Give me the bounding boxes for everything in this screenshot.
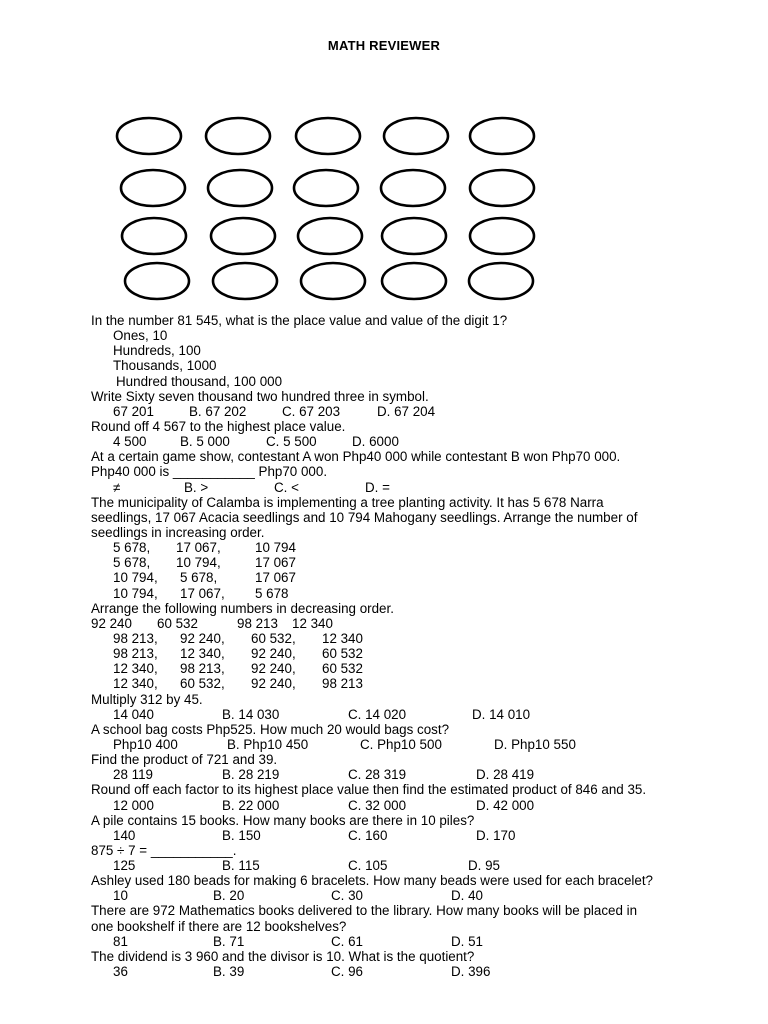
text-segment: 875 ÷ 7 = ___________. <box>91 842 237 858</box>
text-segment: C. 14 020 <box>348 706 407 722</box>
text-segment: 60 532 <box>322 661 363 677</box>
text-segment: B. 22 000 <box>222 797 280 813</box>
text-line <box>91 404 751 419</box>
text-line <box>91 328 751 343</box>
text-line <box>91 873 751 888</box>
text-segment: D. 14 010 <box>472 706 531 722</box>
text-segment: C. Php10 500 <box>360 736 442 752</box>
text-segment: 36 <box>113 964 128 980</box>
text-segment: 10 794, <box>113 585 158 601</box>
text-line <box>91 374 751 389</box>
text-segment: Thousands, 1000 <box>113 358 217 374</box>
text-segment: C. 67 203 <box>282 403 341 419</box>
text-segment: Write Sixty seven thousand two hundred three in symbol. <box>91 388 429 404</box>
text-segment: C. 96 <box>331 964 364 980</box>
text-segment: Round off 4 567 to the highest place value. <box>91 418 346 434</box>
text-segment: 67 201 <box>113 403 154 419</box>
oval-shape <box>381 170 445 206</box>
text-segment: Ones, 10 <box>113 328 168 344</box>
text-segment: 12 000 <box>113 797 154 813</box>
text-segment: 5 678, <box>113 555 151 571</box>
text-line <box>91 858 751 873</box>
text-segment: D. 67 204 <box>377 403 436 419</box>
text-segment: 17 067 <box>255 570 296 586</box>
text-segment: 125 <box>113 858 136 874</box>
text-segment: 92 240 <box>91 615 132 631</box>
text-segment: one bookshelf if there are 12 bookshelves? <box>91 918 347 934</box>
text-segment: B. 115 <box>222 858 260 874</box>
text-line <box>91 646 751 661</box>
text-line <box>91 570 751 585</box>
oval-shape <box>384 118 448 154</box>
text-line <box>91 934 751 949</box>
oval-shape <box>470 218 534 254</box>
oval-shape <box>208 170 272 206</box>
text-line <box>91 782 751 797</box>
text-line <box>91 540 751 555</box>
text-segment: D. 170 <box>476 827 516 843</box>
text-segment: D. 51 <box>451 933 484 949</box>
text-line <box>91 449 751 464</box>
text-segment: The municipality of Calamba is implementing a tree planting activity. It has 5 678 Narra <box>91 494 604 510</box>
text-segment: B. 71 <box>213 933 245 949</box>
text-line <box>91 601 751 616</box>
text-line <box>91 949 751 964</box>
text-segment: B. Php10 450 <box>227 736 309 752</box>
text-segment: 98 213 <box>237 615 278 631</box>
text-segment: 12 340 <box>292 615 333 631</box>
text-line <box>91 813 751 828</box>
text-segment: 28 119 <box>113 767 153 783</box>
text-segment: C. 30 <box>331 888 364 904</box>
text-segment: C. 61 <box>331 933 364 949</box>
text-line <box>91 525 751 540</box>
text-segment: A pile contains 15 books. How many books are there in 10 piles? <box>91 812 475 828</box>
text-segment: B. > <box>184 479 209 495</box>
text-segment: C. 105 <box>348 858 388 874</box>
text-line <box>91 752 751 767</box>
page-title: MATH REVIEWER <box>327 38 441 53</box>
text-segment: The dividend is 3 960 and the divisor is 10. What is the quotient? <box>91 948 475 964</box>
text-segment: B. 28 219 <box>222 767 280 783</box>
text-line <box>91 692 751 707</box>
text-segment: Round off each factor to its highest place value then find the estimated product of 846 and 35. <box>91 782 647 798</box>
text-segment: D. = <box>365 479 390 495</box>
text-segment: 14 040 <box>113 706 154 722</box>
text-segment: Arrange the following numbers in decreasing order. <box>91 600 394 616</box>
text-segment: 92 240, <box>180 630 225 646</box>
text-segment: Find the product of 721 and 39. <box>91 752 278 768</box>
text-segment: B. 67 202 <box>189 403 247 419</box>
text-segment: C. 5 500 <box>266 434 317 450</box>
text-segment: In the number 81 545, what is the place value and value of the digit 1? <box>91 313 508 328</box>
text-line <box>91 616 751 631</box>
text-segment: Multiply 312 by 45. <box>91 691 203 707</box>
text-line <box>91 676 751 691</box>
text-line <box>91 919 751 934</box>
text-segment: 10 794, <box>176 555 221 571</box>
text-line <box>91 843 751 858</box>
text-line <box>91 510 751 525</box>
text-line <box>91 495 751 510</box>
text-line <box>91 631 751 646</box>
text-line <box>91 419 751 434</box>
text-segment: There are 972 Mathematics books delivered to the library. How many books will be placed in <box>91 903 638 919</box>
text-segment: 92 240, <box>251 646 296 662</box>
text-segment: 98 213 <box>322 676 363 692</box>
text-line <box>91 389 751 404</box>
text-segment: 98 213, <box>113 646 158 662</box>
text-segment: D. 95 <box>468 858 501 874</box>
text-segment: 17 067, <box>176 540 221 556</box>
oval-shape <box>213 263 277 299</box>
text-segment: 98 213, <box>180 661 225 677</box>
text-segment: C. < <box>274 479 299 495</box>
text-line <box>91 434 751 449</box>
text-line <box>91 586 751 601</box>
text-segment: D. 28 419 <box>476 767 535 783</box>
text-segment: 17 067, <box>180 585 225 601</box>
oval-shape <box>294 170 358 206</box>
oval-shape <box>117 118 181 154</box>
text-segment: B. 39 <box>213 964 245 980</box>
text-segment: ≠ <box>113 479 121 495</box>
text-segment: 5 678, <box>113 540 151 556</box>
oval-shape <box>121 170 185 206</box>
text-segment: B. 150 <box>222 827 261 843</box>
text-line <box>91 707 751 722</box>
text-segment: Ashley used 180 beads for making 6 bracelets. How many beads were used for each bracelet? <box>91 873 653 889</box>
text-line <box>91 888 751 903</box>
text-segment: 5 678 <box>255 585 289 601</box>
text-segment: 12 340, <box>180 646 225 662</box>
text-line <box>91 903 751 918</box>
oval-shape <box>211 218 275 254</box>
text-segment: C. 160 <box>348 827 388 843</box>
oval-shape <box>296 118 360 154</box>
text-segment: 12 340, <box>113 676 158 692</box>
text-line <box>91 480 751 495</box>
text-segment: At a certain game show, contestant A won Php40 000 while contestant B won Php70 000. <box>91 449 621 465</box>
text-segment: B. 14 030 <box>222 706 280 722</box>
text-segment: D. Php10 550 <box>494 736 576 752</box>
text-line <box>91 555 751 570</box>
text-line <box>91 767 751 782</box>
question-list <box>91 313 751 979</box>
text-line <box>91 661 751 676</box>
text-line <box>91 722 751 737</box>
text-segment: 12 340, <box>113 661 158 677</box>
text-segment: 10 <box>113 888 128 904</box>
text-segment: D. 42 000 <box>476 797 535 813</box>
text-segment: C. 32 000 <box>348 797 407 813</box>
oval-shape <box>301 263 365 299</box>
text-segment: 4 500 <box>113 434 147 450</box>
text-segment: 60 532 <box>322 646 363 662</box>
text-line <box>91 343 751 358</box>
text-segment: Php40 000 is ___________ Php70 000. <box>91 464 328 480</box>
text-segment: 60 532, <box>251 630 296 646</box>
oval-shape <box>382 218 446 254</box>
oval-shape <box>206 118 270 154</box>
oval-grid <box>0 0 768 320</box>
text-segment: 81 <box>113 933 128 949</box>
text-segment: 92 240, <box>251 661 296 677</box>
oval-shape <box>470 118 534 154</box>
oval-shape <box>122 218 186 254</box>
text-segment: D. 40 <box>451 888 484 904</box>
text-segment: Hundred thousand, 100 000 <box>116 373 283 389</box>
text-segment: 10 794, <box>113 570 158 586</box>
oval-shape <box>382 263 446 299</box>
text-segment: 140 <box>113 827 136 843</box>
text-segment: Php10 400 <box>113 736 178 752</box>
text-segment: B. 20 <box>213 888 245 904</box>
text-segment: seedlings, 17 067 Acacia seedlings and 10 794 Mahogany seedlings. Arrange the number of <box>91 509 638 525</box>
text-segment: A school bag costs Php525. How much 20 would bags cost? <box>91 721 450 737</box>
oval-shape <box>298 218 362 254</box>
text-line <box>91 737 751 752</box>
text-segment: 12 340 <box>322 630 363 646</box>
text-segment: B. 5 000 <box>180 434 230 450</box>
text-segment: 17 067 <box>255 555 296 571</box>
oval-shape <box>470 170 534 206</box>
text-segment: 10 794 <box>255 540 296 556</box>
oval-shape <box>125 263 189 299</box>
text-segment: Hundreds, 100 <box>113 343 201 359</box>
text-line <box>91 798 751 813</box>
text-segment: 5 678, <box>180 570 218 586</box>
text-line <box>91 964 751 979</box>
oval-shape <box>469 263 533 299</box>
text-segment: D. 6000 <box>352 434 399 450</box>
text-line <box>91 358 751 373</box>
text-segment: 98 213, <box>113 630 158 646</box>
text-line <box>91 828 751 843</box>
text-segment: 60 532 <box>157 615 198 631</box>
text-segment: 60 532, <box>180 676 225 692</box>
text-segment: C. 28 319 <box>348 767 407 783</box>
text-line <box>91 464 751 479</box>
text-segment: 92 240, <box>251 676 296 692</box>
text-line <box>91 313 751 328</box>
text-segment: D. 396 <box>451 964 491 980</box>
text-segment: seedlings in increasing order. <box>91 524 265 540</box>
